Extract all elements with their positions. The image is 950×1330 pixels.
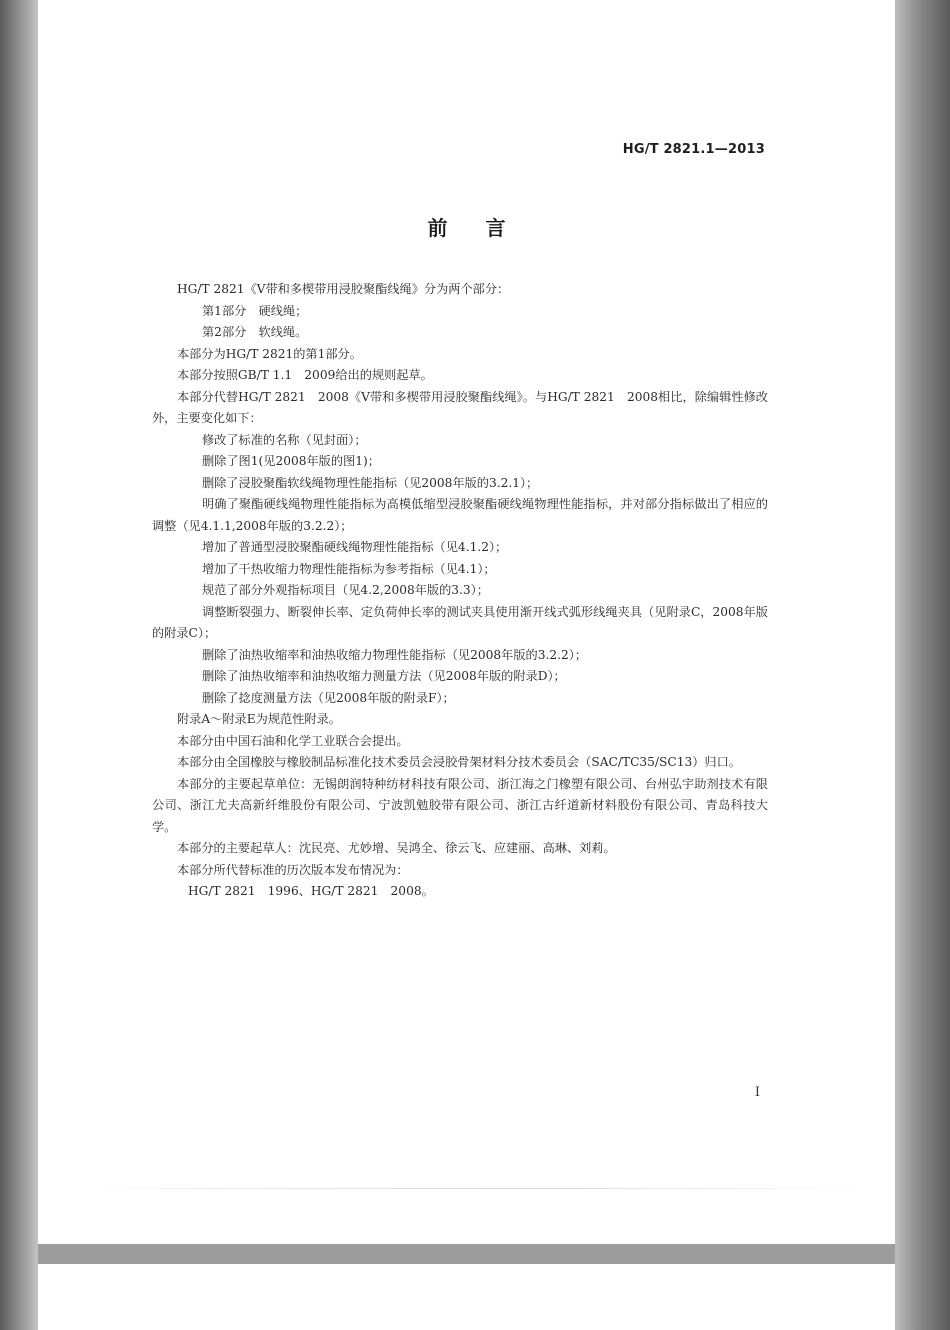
- viewer-left-border: [0, 0, 38, 1330]
- paragraph: HG/T 2821 1996、HG/T 2821 2008。: [188, 884, 434, 898]
- paragraph: HG/T 2821《V带和多楔带用浸胶聚酯线绳》分为两个部分：: [177, 282, 510, 296]
- page-title: 前言: [427, 216, 544, 240]
- paragraph: 调整断裂强力、断裂伸长率、定负荷伸长率的测试夹具使用渐开线式弧形线绳夹具（见附录C，2008年版的附录C）；: [152, 604, 768, 640]
- paragraph: 本部分由全国橡胶与橡胶制品标准化技术委员会浸胶骨架材料分技术委员会（SAC/TC35/SC13）归口。: [177, 755, 741, 769]
- next-document-page: [38, 1264, 895, 1330]
- document-page: [38, 0, 895, 1244]
- paragraph: 本部分由中国石油和化学工业联合会提出。: [177, 733, 409, 748]
- preface-body: [152, 279, 768, 903]
- viewer-right-border: [895, 0, 950, 1330]
- paragraph: 明确了聚酯硬线绳物理性能指标为高模低缩型浸胶聚酯硬线绳物理性能指标，并对部分指标做出了相应的调整（见4.1.1,2008年版的3.2.2）；: [152, 497, 768, 533]
- paragraph: 本部分按照GB/T 1.1 2009给出的规则起草。: [177, 368, 433, 382]
- page-separator: [38, 1244, 895, 1264]
- scan-artifact-line: [88, 1188, 878, 1189]
- paragraph: 增加了干热收缩力物理性能指标为参考指标（见4.1）；: [202, 561, 496, 576]
- paragraph: 增加了普通型浸胶聚酯硬线绳物理性能指标（见4.1.2）；: [202, 540, 508, 554]
- paragraph: 本部分代替HG/T 2821 2008《V带和多楔带用浸胶聚酯线绳》。与HG/T 2821 2008相比，除编辑性修改外，主要变化如下：: [152, 389, 768, 425]
- standard-number: HG/T 2821.1—2013: [622, 142, 765, 157]
- page-number: I: [754, 1085, 760, 1100]
- paragraph: 删除了油热收缩率和油热收缩力物理性能指标（见2008年版的3.2.2）；: [202, 647, 587, 662]
- paragraph: 本部分所代替标准的历次版本发布情况为：: [177, 862, 409, 877]
- paragraph: 删除了油热收缩率和油热收缩力测量方法（见2008年版的附录D）；: [202, 669, 566, 683]
- paragraph: 删除了图1(见2008年版的图1)；: [202, 454, 380, 468]
- paragraph: 第1部分 硬线绳；: [202, 303, 308, 318]
- paragraph: 本部分的主要起草人：沈民亮、尤妙增、吴鸿全、徐云飞、应建丽、高琳、刘莉。: [177, 841, 616, 855]
- paragraph: 规范了部分外观指标项目（见4.2,2008年版的3.3）；: [202, 583, 489, 597]
- paragraph: 删除了浸胶聚酯软线绳物理性能指标（见2008年版的3.2.1）；: [202, 475, 539, 490]
- paragraph: 本部分的主要起草单位：无锡朗润特种纺材科技有限公司、浙江海之门橡塑有限公司、台州弘宇助剂技术有限公司、浙江尤夫高新纤维股份有限公司、宁波凯勉胶带有限公司、浙江古纤道新材料股份有限公司、青岛科技大学。: [152, 776, 768, 834]
- paragraph: 删除了捻度测量方法（见2008年版的附录F）；: [202, 690, 455, 705]
- paragraph: 本部分为HG/T 2821的第1部分。: [177, 346, 362, 361]
- paragraph: 第2部分 软线绳。: [202, 325, 308, 339]
- paragraph: 修改了标准的名称（见封面）；: [202, 432, 367, 447]
- paragraph: 附录A～附录E为规范性附录。: [177, 712, 341, 726]
